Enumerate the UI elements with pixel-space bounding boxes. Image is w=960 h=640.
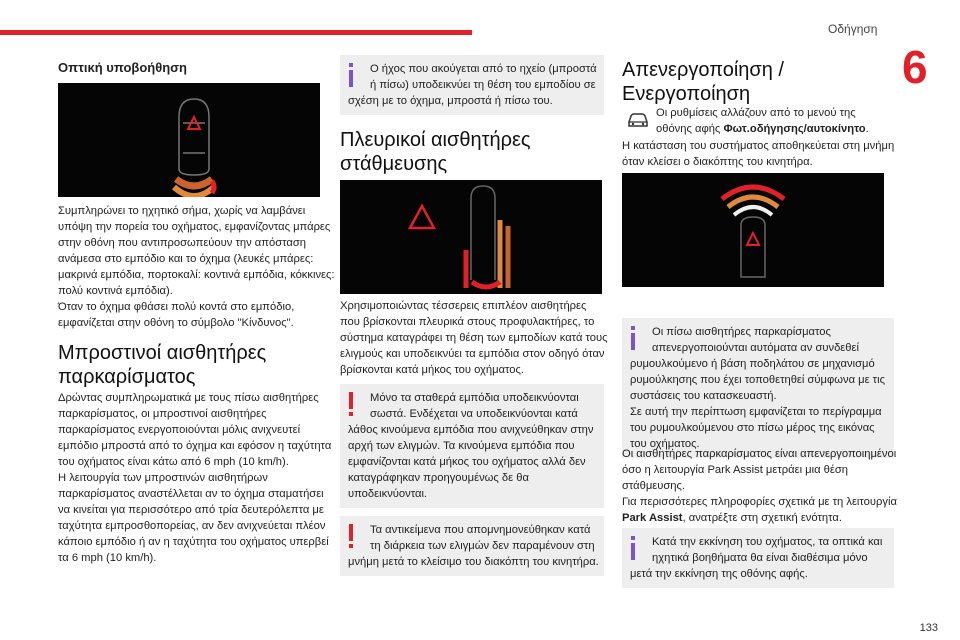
heading-line: Απενεργοποίηση / [622,59,784,81]
info-note [340,55,604,115]
chapter-number: 6 [902,41,928,93]
text-line: ρυμούλκησης που έχει τοποθετηθεί σύμφωνα με τις [630,374,885,386]
deactivation-heading [622,58,784,106]
text-line: παρκαρίσματος, οι μπροστινοί αισθητήρες [58,408,267,420]
rear-sensor-illustration [58,83,320,197]
text-line: εμφανίζονται κατά μήκος του οχήματος αλλά δεν [348,456,586,468]
text-line: κάποιο εμπόδιο ή αν η ταχύτητα του οχήματος υπερβεί [58,536,329,548]
text-line: εμπόδιο μπροστά από το όχημα και εφόσον η ταχύτητα [58,440,332,452]
park-assist-text [622,446,897,526]
text-line: όταν κλείσει ο διακόπτης του κινητήρα. [622,156,813,168]
text-line: απενεργοποιούνται αυτόματα αν συνδεθεί [652,342,859,354]
front-sensors-heading [58,341,266,389]
text-span: . [865,123,869,135]
text-line: Η λειτουργία των μπροστινών αισθητήρων [58,472,268,484]
text-line: μετά την εκκίνηση της οθόνης αφής. [630,568,808,580]
warning-note [340,384,604,508]
side-sensor-illustration [340,180,602,294]
visual-assist-text [58,203,335,331]
text-line: στην οθόνη που αντιπροσωπεύουν την απόσταση [58,237,306,249]
text-line: καταγράφηκαν προηγουμένως δε θα [348,472,529,484]
text-line: τη διάρκεια των ελιγμών δεν παραμένουν στη [370,540,595,552]
info-icon [630,326,636,350]
text-line: ανάμεσα στο εμπόδιο και το όχημα (λευκές μπάρες: [58,253,314,265]
side-sensors-text [340,298,608,378]
text-line: ρυμουλκούμενο ή βάση ποδηλάτου σε μηχανισμό [630,358,875,370]
text-line: συστάσεις του κατασκευαστή. [630,390,777,402]
heading-line: παρκαρίσματος [58,366,196,388]
warning-icon [348,392,354,416]
text-line: Οι πίσω αισθητήρες παρκαρίσματος [652,326,831,338]
text-line: Όταν το όχημα φθάσει πολύ κοντά στο εμπόδιο, [58,301,295,313]
park-assist-reference [622,510,897,526]
text-line: υπόψη την πορεία του οχήματος, εμφανίζοντας μπάρες [58,221,331,233]
text-line: αρχή των ελιγμών. Τα κινούμενα εμπόδια που [348,440,575,452]
text-line: ταχύτητα εμπροσθοπορείας, αν δεν ανιχνεύεται πλέον [58,520,326,532]
text-line: βρίσκονται κατά μήκος του οχήματος. [340,364,525,376]
trailer-sensor-illustration [622,173,884,287]
heading-line: στάθμευσης [340,153,448,175]
text-line: πολύ κοντινά εμπόδια). [58,285,173,297]
info-note [622,528,894,588]
text-line: Κατά την εκκίνηση του οχήματος, τα οπτικά και [652,536,883,548]
text-line: μνήμη μετά το κλείσιμο του διακόπτη του κινητήρα. [348,556,599,568]
text-line: Η κατάσταση του συστήματος αποθηκεύεται στη μνήμη [622,140,895,152]
text-line: Χρησιμοποιώντας τέσσερεις επιπλέον αισθητήρες [340,300,587,312]
text-span: οθόνης αφής [656,123,724,135]
warning-icon [348,524,354,548]
settings-text [656,105,869,137]
header-accent-bar [0,30,472,35]
text-line: που βρίσκονται πλευρικά στους προφυλακτήρες, το [340,316,595,328]
text-line: ή πίσω) υποδεικνύει τη θέση του εμποδίου σε [370,79,596,91]
car-trailer-graphic [622,173,884,287]
text-line: όσο η λειτουργία Park Assist μετράει μια θέση [622,464,849,476]
heading-line: Πλευρικοί αισθητήρες [340,129,531,151]
warning-note [340,516,604,576]
text-line: στάθμευσης. [622,480,686,492]
text-line: του ρυμουλκούμενου στο πίσω μέρος της εικόνας [630,422,875,434]
visual-assist-heading: Οπτική υποβοήθηση [58,60,187,75]
info-icon [630,536,636,560]
text-line: Συμπληρώνει το ηχητικό σήμα, χωρίς να λαμβάνει [58,205,306,217]
text-line: σχέση με το όχημα, μπροστά ή πίσω του. [348,95,553,107]
heading-line: Ενεργοποίηση [622,83,751,105]
text-line: Μόνο τα σταθερά εμπόδια υποδεικνύονται [370,392,579,404]
side-sensors-heading [340,128,531,176]
car-side-sensors-graphic [340,180,602,294]
state-text [622,138,894,170]
text-line: Οι ρυθμίσεις αλλάζουν από το μενού της [656,107,856,119]
text-line: ελιγμούς και υποδεικνύει τα εμπόδια στον οδηγό όταν [340,348,605,360]
text-line: μακρινά εμπόδια, πορτοκαλί: κοντινά εμπόδια, κόκκινες: [58,269,335,281]
text-line: Σε αυτή την περίπτωση εμφανίζεται το περίγραμμα [630,406,882,418]
text-line: παρκαρίσματος αναστέλλεται αν το όχημα σταματήσει [58,488,324,500]
car-rear-sensors-graphic [58,83,320,197]
text-line: Ο ήχος που ακούγεται από το ηχείο (μπροστά [370,63,597,75]
text-span: , ανατρέξτε στη σχετική ενότητα. [682,512,842,524]
text-line: σύστημα καταγράφει τη θέση των εμποδίων κατά τους [340,332,608,344]
text-line: Οι αισθητήρες παρκαρίσματος είναι απενεργοποιημένοι [622,448,897,460]
text-line: Δρώντας συμπληρωματικά με τους πίσω αισθητήρες [58,392,319,404]
text-line: του οχήματος. [630,438,700,450]
text-line: εμφανίζεται στην οθόνη το σύμβολο "Κίνδυνος". [58,317,294,329]
text-line: Τα αντικείμενα που απομνημονεύθηκαν κατά [370,524,591,536]
info-note [622,318,894,458]
menu-path: Φωτ.οδήγησης/αυτοκίνητο [723,123,866,135]
text-line: Για περισσότερες πληροφορίες σχετικά με τη λειτουργία [622,496,897,508]
settings-menu-line [656,121,869,137]
text-line: του οχήματος είναι κάτω από 6 mph (10 km/h). [58,456,289,468]
info-icon [348,63,354,87]
front-sensors-text [58,390,331,566]
page-number: 133 [919,622,938,634]
text-line: παρκαρίσματος ενεργοποιούνται μόλις ανιχνευτεί [58,424,301,436]
car-settings-icon [626,110,650,130]
text-line: τα 6 mph (10 km/h). [58,552,157,564]
text-line: σωστά. Ενδέχεται να υποδεικνύονται κατά [370,408,578,420]
text-line: λάθος κινούμενα εμπόδια που ανιχνεύθηκαν στην [348,424,594,436]
text-line: υποδεικνύονται. [348,488,428,500]
park-assist-label: Park Assist [622,512,683,524]
text-line: ηχητικά βοηθήματα θα είναι διαθέσιμα μόνο [652,552,868,564]
heading-line: Μπροστινοί αισθητήρες [58,342,267,364]
section-title: Οδήγηση [828,22,878,36]
text-line: να κινείται για περισσότερο από τρία δευτερόλεπτα με [58,504,324,516]
